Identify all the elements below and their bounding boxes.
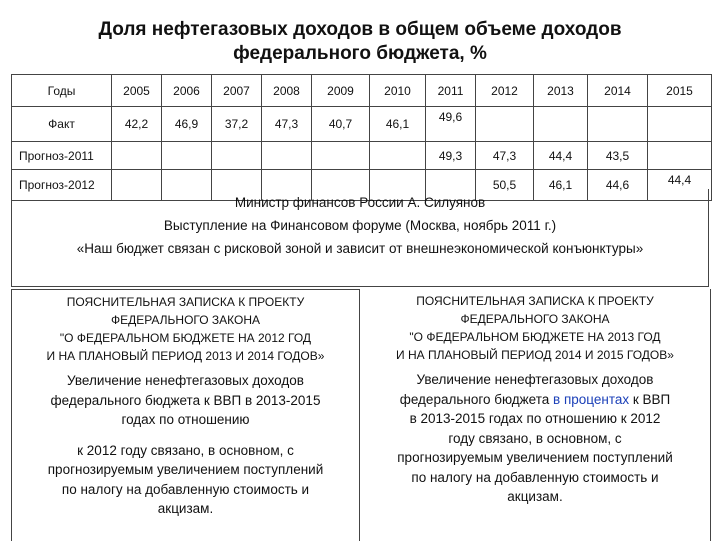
note-body-line <box>366 390 704 410</box>
note-heading-line: И НА ПЛАНОВЫЙ ПЕРИОД 2014 И 2015 ГОДОВ» <box>396 348 674 362</box>
value-cell: 44,4 <box>648 170 712 201</box>
note-body-line: акцизам. <box>507 489 563 504</box>
title-line-1: Доля нефтегазовых доходов в общем объеме доходов <box>98 19 622 40</box>
value-cell: 46,9 <box>162 107 212 142</box>
value-cell: 49,6 <box>426 107 476 142</box>
table-row-fact <box>12 107 712 142</box>
quote-author: Министр финансов России А. Силуянов <box>234 195 486 210</box>
note-body-line: акцизам. <box>157 501 214 516</box>
oil-gas-share-table <box>11 74 712 201</box>
value-cell <box>476 107 534 142</box>
value-cell: 44,6 <box>588 170 648 201</box>
note-heading-line: И НА ПЛАНОВЫЙ ПЕРИОД 2013 И 2014 ГОДОВ» <box>46 349 325 363</box>
note-body-text: федерального бюджета <box>399 391 554 407</box>
note-body-line: прогнозируемым увеличением поступлений <box>397 450 673 465</box>
value-cell: 40,7 <box>312 107 370 142</box>
explanatory-note-2013 <box>360 289 711 541</box>
value-cell: 43,5 <box>588 142 648 170</box>
value-cell <box>588 107 648 142</box>
value-cell <box>312 142 370 170</box>
note-body-text: к ВВП <box>629 391 671 407</box>
note-body-line: году связано, в основном, с <box>448 430 622 446</box>
quote-source: Выступление на Финансовом форуме (Москва, ноябрь 2011 г.) <box>163 218 557 233</box>
value-cell <box>112 142 162 170</box>
year-cell: 2008 <box>262 75 312 107</box>
header-label-cell: Годы <box>12 75 112 107</box>
value-cell <box>370 142 426 170</box>
note-heading <box>12 290 359 365</box>
value-cell: 37,2 <box>212 107 262 142</box>
year-cell: 2011 <box>426 75 476 107</box>
note-body-line: Увеличение ненефтегазовых доходов <box>416 372 654 387</box>
year-cell: 2012 <box>476 75 534 107</box>
year-cell: 2009 <box>312 75 370 107</box>
value-cell: 46,1 <box>534 170 588 201</box>
title-line-2: федерального бюджета, % <box>233 43 487 64</box>
table-header-row <box>12 75 712 107</box>
value-cell: 46,1 <box>370 107 426 142</box>
value-cell <box>534 107 588 142</box>
value-cell: 47,3 <box>476 142 534 170</box>
note-body-line: прогнозируемым увеличением поступлений <box>47 462 324 477</box>
value-cell <box>212 142 262 170</box>
note-heading-line: ПОЯСНИТЕЛЬНАЯ ЗАПИСКА К ПРОЕКТУ <box>66 295 305 309</box>
page-title <box>0 18 720 66</box>
note-body-line: Увеличение ненефтегазовых доходов <box>67 373 304 388</box>
row-label: Факт <box>12 107 112 142</box>
row-label: Прогноз-2011 <box>12 142 112 170</box>
note-body-line: по налогу на добавленную стоимость и <box>411 469 659 485</box>
table-row-forecast-2011 <box>12 142 712 170</box>
note-body-line: к 2012 году связано, в основном, с <box>77 442 294 458</box>
note-heading <box>360 289 710 364</box>
minister-quote-box <box>11 189 709 287</box>
year-cell: 2006 <box>162 75 212 107</box>
value-cell: 44,4 <box>534 142 588 170</box>
quote-text: «Наш бюджет связан с рисковой зоной и зависит от внешнеэкономической конъюнктуры» <box>76 241 644 256</box>
note-body-line: по налогу на добавленную стоимость и <box>61 481 310 497</box>
year-cell: 2014 <box>588 75 648 107</box>
year-cell: 2007 <box>212 75 262 107</box>
value-cell <box>648 142 712 170</box>
value-cell <box>648 107 712 142</box>
note-body <box>12 371 359 519</box>
highlighted-phrase: в процентах <box>553 391 630 407</box>
note-heading-line: ПОЯСНИТЕЛЬНАЯ ЗАПИСКА К ПРОЕКТУ <box>416 294 654 308</box>
year-cell: 2015 <box>648 75 712 107</box>
row-label: Прогноз-2012 <box>12 170 112 201</box>
year-cell: 2010 <box>370 75 426 107</box>
value-cell <box>162 142 212 170</box>
note-heading-line: "О ФЕДЕРАЛЬНОМ БЮДЖЕТЕ НА 2013 ГОД <box>409 330 661 344</box>
note-body <box>360 370 710 507</box>
note-heading-line: ФЕДЕРАЛЬНОГО ЗАКОНА <box>110 313 261 327</box>
note-body-line: годах по отношению <box>121 412 250 427</box>
year-cell: 2013 <box>534 75 588 107</box>
value-cell: 49,3 <box>426 142 476 170</box>
note-heading-line: "О ФЕДЕРАЛЬНОМ БЮДЖЕТЕ НА 2012 ГОД <box>59 331 312 345</box>
explanatory-note-2012 <box>11 289 359 541</box>
note-body-line: федерального бюджета к ВВП в 2013-2015 <box>50 392 321 408</box>
value-cell: 47,3 <box>262 107 312 142</box>
note-heading-line: ФЕДЕРАЛЬНОГО ЗАКОНА <box>460 312 610 326</box>
year-cell: 2005 <box>112 75 162 107</box>
value-cell: 42,2 <box>112 107 162 142</box>
note-body-line: в 2013-2015 годах по отношению к 2012 <box>409 411 661 426</box>
value-cell <box>262 142 312 170</box>
value-cell: 50,5 <box>476 170 534 201</box>
